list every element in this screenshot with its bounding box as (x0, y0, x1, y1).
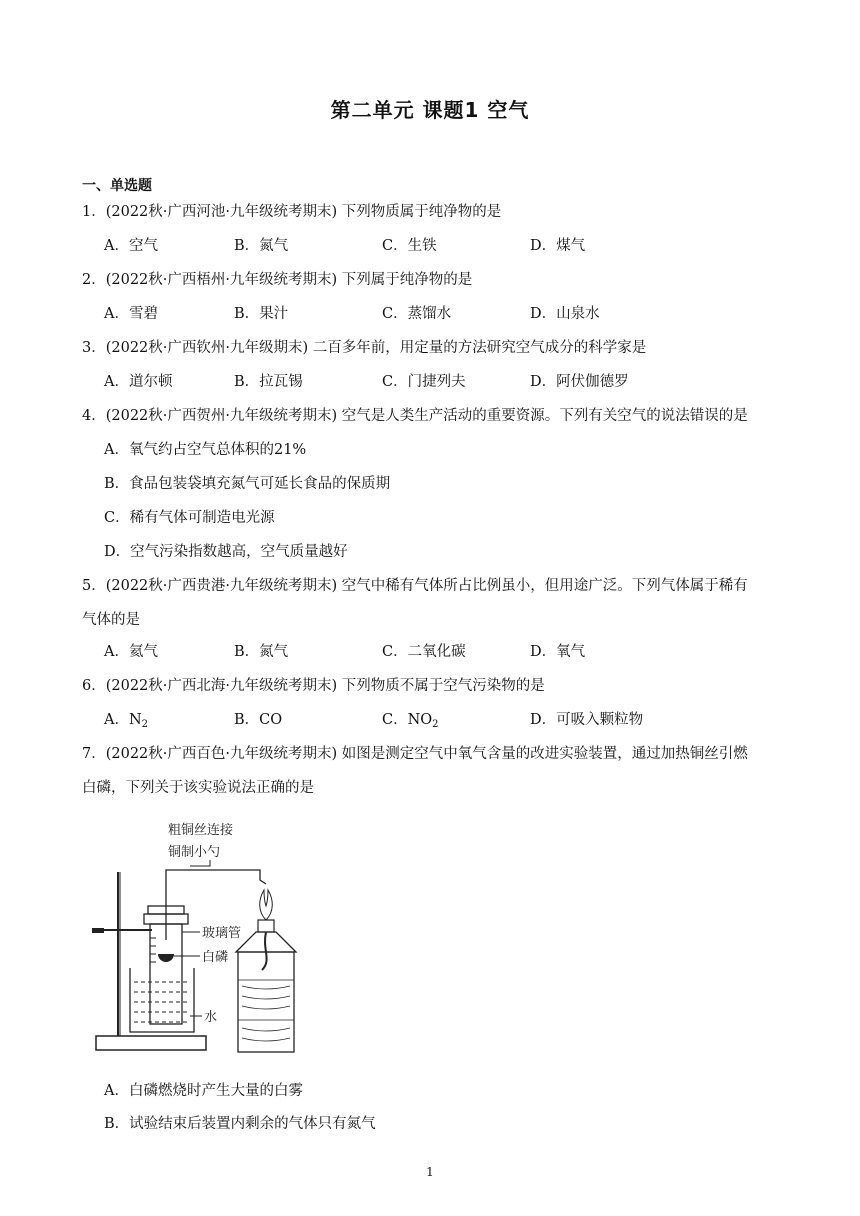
option-a[interactable]: A．雪碧 (104, 306, 158, 322)
label-copper-wire: 粗铜丝连接 (168, 823, 234, 838)
question-1-options (104, 236, 804, 256)
option-c-text: C．NO (382, 712, 433, 728)
label-water: 水 (204, 1010, 218, 1025)
option-d[interactable]: D．空气污染指数越高，空气质量越好 (104, 544, 348, 560)
question-2-options (104, 304, 804, 324)
phosphorus-spoon (158, 954, 174, 962)
lamp-wick (262, 932, 267, 970)
option-c[interactable]: C．蒸馏水 (382, 306, 452, 322)
label-white-phosphorus: 白磷 (202, 950, 229, 965)
apparatus-diagram (90, 820, 330, 1060)
question-6-options (104, 710, 804, 730)
apparatus-figure (90, 820, 330, 1060)
option-b[interactable]: B．食品包装袋填充氮气可延长食品的保质期 (104, 476, 391, 492)
option-d[interactable]: D．煤气 (530, 238, 586, 254)
question-7-stem-cont: 白磷，下列关于该实验说法正确的是 (82, 780, 314, 796)
option-b[interactable]: B．CO (234, 712, 283, 728)
option-a[interactable]: A．道尔顿 (104, 374, 173, 390)
option-d[interactable]: D．氧气 (530, 644, 586, 660)
option-a[interactable]: A．空气 (104, 238, 158, 254)
option-c[interactable]: C．二氧化碳 (382, 644, 466, 660)
section-heading: 一、单选题 (82, 178, 152, 194)
option-a[interactable]: A．氦气 (104, 644, 158, 660)
option-b[interactable]: B．氮气 (234, 238, 289, 254)
stand-base (96, 1036, 206, 1050)
page-number: 1 (426, 1165, 434, 1179)
option-d[interactable]: D．可吸入颗粒物 (530, 712, 644, 728)
option-a[interactable]: A．氧气约占空气总体积的21% (104, 442, 307, 458)
question-1-stem: 1．(2022秋·广西河池·九年级统考期末) 下列物质属于纯净物的是 (82, 204, 502, 220)
clamp-handle (92, 928, 104, 933)
subscript: 2 (432, 719, 439, 730)
question-5-options (104, 642, 804, 662)
subscript: 2 (141, 719, 149, 730)
option-c[interactable]: C．稀有气体可制造电光源 (104, 510, 275, 526)
label-leader (190, 860, 210, 866)
question-7-option-b[interactable]: B．试验结束后装置内剩余的气体只有氮气 (104, 1116, 376, 1132)
question-3-options (104, 372, 804, 392)
question-4-stem: 4．(2022秋·广西贺州·九年级统考期末) 空气是人类生产活动的重要资源。下列有关空气的说法错误的是 (82, 408, 748, 424)
option-b[interactable]: B．拉瓦锡 (234, 374, 303, 390)
option-c[interactable]: C．生铁 (382, 238, 437, 254)
page-title: 第二单元 课题1 空气 (330, 98, 530, 122)
option-c[interactable]: C．门捷列夫 (382, 374, 466, 390)
flame (260, 890, 273, 920)
question-6-stem: 6．(2022秋·广西北海·九年级统考期末) 下列物质不属于空气污染物的是 (82, 678, 545, 694)
question-7-stem: 7．(2022秋·广西百色·九年级统考期末) 如图是测定空气中氧气含量的改进实验装置，通过加热铜丝引燃 (82, 746, 748, 762)
option-d[interactable]: D．阿伏伽德罗 (530, 374, 629, 390)
label-glass-tube: 玻璃管 (202, 926, 242, 941)
option-b[interactable]: B．氮气 (234, 644, 289, 660)
option-a-text: A．N (104, 712, 142, 728)
option-b[interactable]: B．果汁 (234, 306, 289, 322)
label-copper-spoon: 铜制小勺 (168, 845, 221, 860)
question-5-stem: 5．(2022秋·广西贵港·九年级统考期末) 空气中稀有气体所占比例虽小，但用途广泛。下列气体属于稀有 (82, 578, 748, 594)
option-c[interactable] (382, 710, 439, 735)
option-d[interactable]: D．山泉水 (530, 306, 600, 322)
question-7-option-a[interactable]: A．白磷燃烧时产生大量的白雾 (104, 1083, 303, 1099)
question-3-stem: 3．(2022秋·广西钦州·九年级期末) 二百多年前，用定量的方法研究空气成分的科学家是 (82, 340, 647, 356)
lamp-cap (258, 920, 274, 932)
question-2-stem: 2．(2022秋·广西梧州·九年级统考期末) 下列属于纯净物的是 (82, 272, 473, 288)
option-a[interactable] (104, 710, 148, 735)
lamp-body (238, 952, 294, 1052)
wood-block (238, 980, 294, 1041)
question-5-stem-cont: 气体的是 (82, 612, 140, 628)
